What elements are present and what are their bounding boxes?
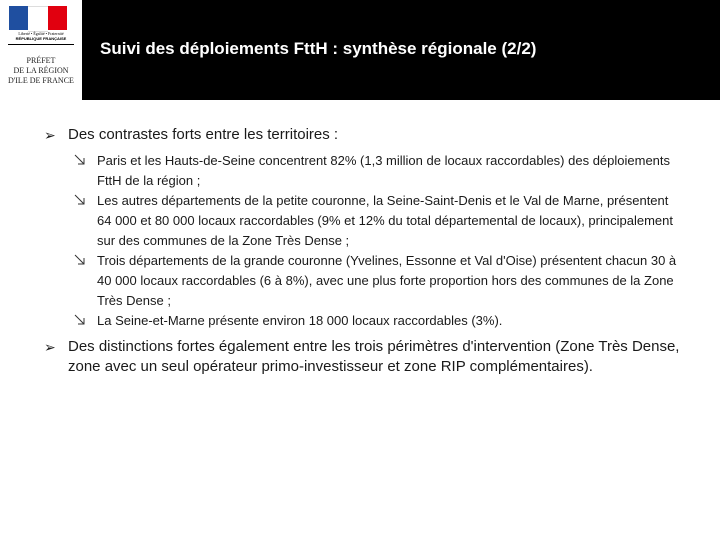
sub-bullet-text: Trois départements de la grande couronne (Yvelines, Essonne et Val d'Oise) présentent chacun 30 à 40 000 locaux raccordables (6 à 8%), avec une plus forte proportion hors des communes de la Zone Très Dense ; [97, 253, 677, 308]
bullet-item [44, 337, 684, 377]
sub-arrow-icon [72, 152, 88, 168]
slide-content [44, 125, 684, 377]
sub-arrow-icon [72, 252, 88, 268]
logo-divider [8, 44, 74, 45]
sub-arrow-icon [72, 312, 88, 328]
logo-country: RÉPUBLIQUE FRANÇAISE [15, 36, 67, 41]
sub-bullet-text: Paris et les Hauts-de-Seine concentrent 82% (1,3 million de locaux raccordables) des déploiements FttH de la région ; [97, 153, 671, 188]
sub-arrow-icon [72, 192, 88, 208]
prefecture-logo [0, 0, 83, 100]
logo-prefect-line: D'ILE DE FRANCE [8, 76, 74, 85]
tricolor-flag-icon [9, 6, 67, 30]
sub-bullet-item [72, 151, 684, 191]
sub-bullet-list [72, 151, 684, 331]
sub-bullet-item [72, 251, 684, 311]
bullet-text: Des contrastes forts entre les territoires : [68, 126, 339, 143]
logo-prefect-line: DE LA RÉGION [13, 66, 69, 75]
header-bar [0, 0, 720, 100]
sub-bullet-text: Les autres départements de la petite couronne, la Seine-Saint-Denis et le Val de Marne, présentent 64 000 et 80 000 locaux raccordables (9% et 12% du total départemental de locaux), principalement sur des communes de la Zone Très Dense ; [97, 193, 673, 248]
sub-bullet-text: La Seine-et-Marne présente environ 18 000 locaux raccordables (3%). [97, 313, 503, 328]
bullet-item [44, 125, 684, 145]
bullet-text: Des distinctions fortes également entre les trois périmètres d'intervention (Zone Très Dense, zone avec un seul opérateur primo-investisseur et zone RIP complémentaires). [68, 338, 680, 375]
sub-bullet-item [72, 311, 684, 331]
slide-title: Suivi des déploiements FttH : synthèse régionale (2/2) [100, 39, 537, 58]
arrow-bullet-icon: ➢ [44, 127, 56, 143]
sub-bullet-item [72, 191, 684, 251]
logo-motto: Liberté • Égalité • Fraternité [18, 31, 64, 36]
logo-prefect-line: PRÉFET [26, 56, 56, 65]
arrow-bullet-icon: ➢ [44, 339, 56, 355]
logo-prefect-text [2, 56, 80, 86]
